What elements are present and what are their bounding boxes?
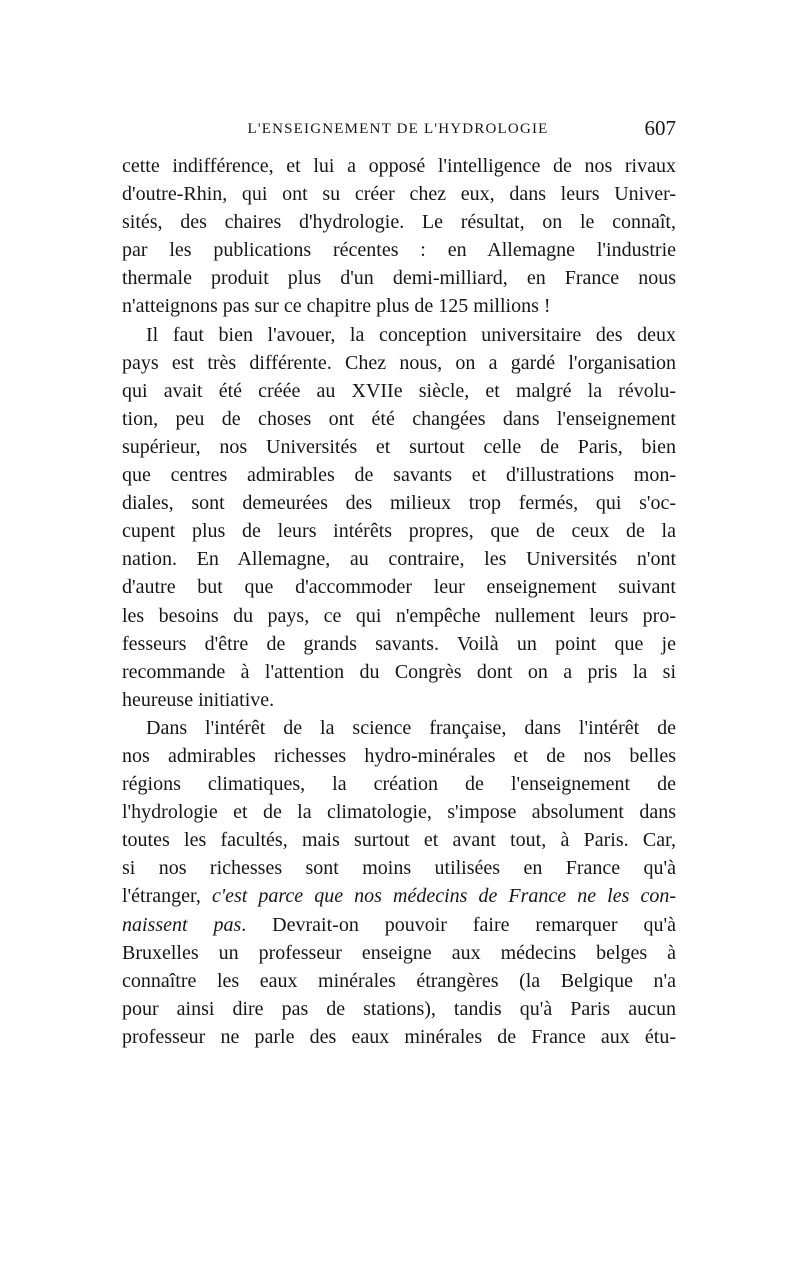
paragraph-first-line: Il faut bien l'avouer, la conception universitaire des deux <box>146 323 676 346</box>
text-line: les besoins du pays, ce qui n'empêche nullement leurs pro- <box>122 604 676 627</box>
text-line: professeur ne parle des eaux minérales de France aux étu- <box>122 1025 676 1048</box>
text-line: l'hydrologie et de la climatologie, s'impose absolument dans <box>122 801 676 824</box>
text-line: cupent plus de leurs intérêts propres, que de ceux de la <box>122 520 676 543</box>
text-line: régions climatiques, la création de l'enseignement de <box>122 773 676 796</box>
text-line: qui avait été créée au XVIIe siècle, et malgré la révolu- <box>122 379 676 402</box>
text-line: supérieur, nos Universités et surtout celle de Paris, bien <box>122 435 676 458</box>
text-line: tion, peu de choses ont été changées dans l'enseignement <box>122 407 676 430</box>
text-line: heureuse initiative. <box>122 688 275 711</box>
text-line: nation. En Allemagne, au contraire, les Universités n'ont <box>122 548 676 571</box>
text-line: thermale produit plus d'un demi-milliard, en France nous <box>122 267 676 290</box>
text-line: fesseurs d'être de grands savants. Voilà un point que je <box>122 632 676 655</box>
text-line: pays est très différente. Chez nous, on a gardé l'organisation <box>122 351 676 374</box>
italic-text: c'est parce que nos médecins de France ne les con- <box>211 885 676 908</box>
text-line: par les publications récentes : en Allemagne l'industrie <box>122 239 676 262</box>
text-line: connaître les eaux minérales étrangères (la Belgique n'a <box>122 969 676 992</box>
text-line: d'outre-Rhin, qui ont su créer chez eux, dans leurs Univer- <box>122 183 676 206</box>
text-segment: . Devrait-on pouvoir faire remarquer qu'à <box>241 913 676 936</box>
text-segment: l'étranger, <box>122 885 212 908</box>
text-line <box>122 911 676 939</box>
text-line: sités, des chaires d'hydrologie. Le résultat, on le connaît, <box>122 211 676 234</box>
paragraph-first-line: Dans l'intérêt de la science française, dans l'intérêt de <box>146 716 676 739</box>
text-line: pour ainsi dire pas de stations), tandis qu'à Paris aucun <box>122 997 676 1020</box>
text-line: que centres admirables de savants et d'illustrations mon- <box>122 464 676 487</box>
text-line: toutes les facultés, mais surtout et avant tout, à Paris. Car, <box>122 829 676 852</box>
running-title: L'ENSEIGNEMENT DE L'HYDROLOGIE <box>247 121 549 137</box>
text-line: d'autre but que d'accommoder leur enseignement suivant <box>122 576 676 599</box>
text-line: si nos richesses sont moins utilisées en France qu'à <box>122 857 676 880</box>
page-header <box>120 114 676 144</box>
text-line <box>122 882 676 910</box>
text-line: cette indifférence, et lui a opposé l'intelligence de nos rivaux <box>122 155 676 177</box>
text-line: n'atteignons pas sur ce chapitre plus de 125 millions ! <box>122 295 551 318</box>
text-line: diales, sont demeurées des milieux trop fermés, qui s'oc- <box>122 492 676 515</box>
text-line: Bruxelles un professeur enseigne aux médecins belges à <box>122 941 676 964</box>
body-text <box>122 152 676 1051</box>
page-number: 607 <box>644 116 676 140</box>
text-line: recommande à l'attention du Congrès dont on a pris la si <box>122 660 676 683</box>
text-line: nos admirables richesses hydro-minérales et de nos belles <box>122 744 676 767</box>
italic-text: naissent pas <box>122 913 242 936</box>
